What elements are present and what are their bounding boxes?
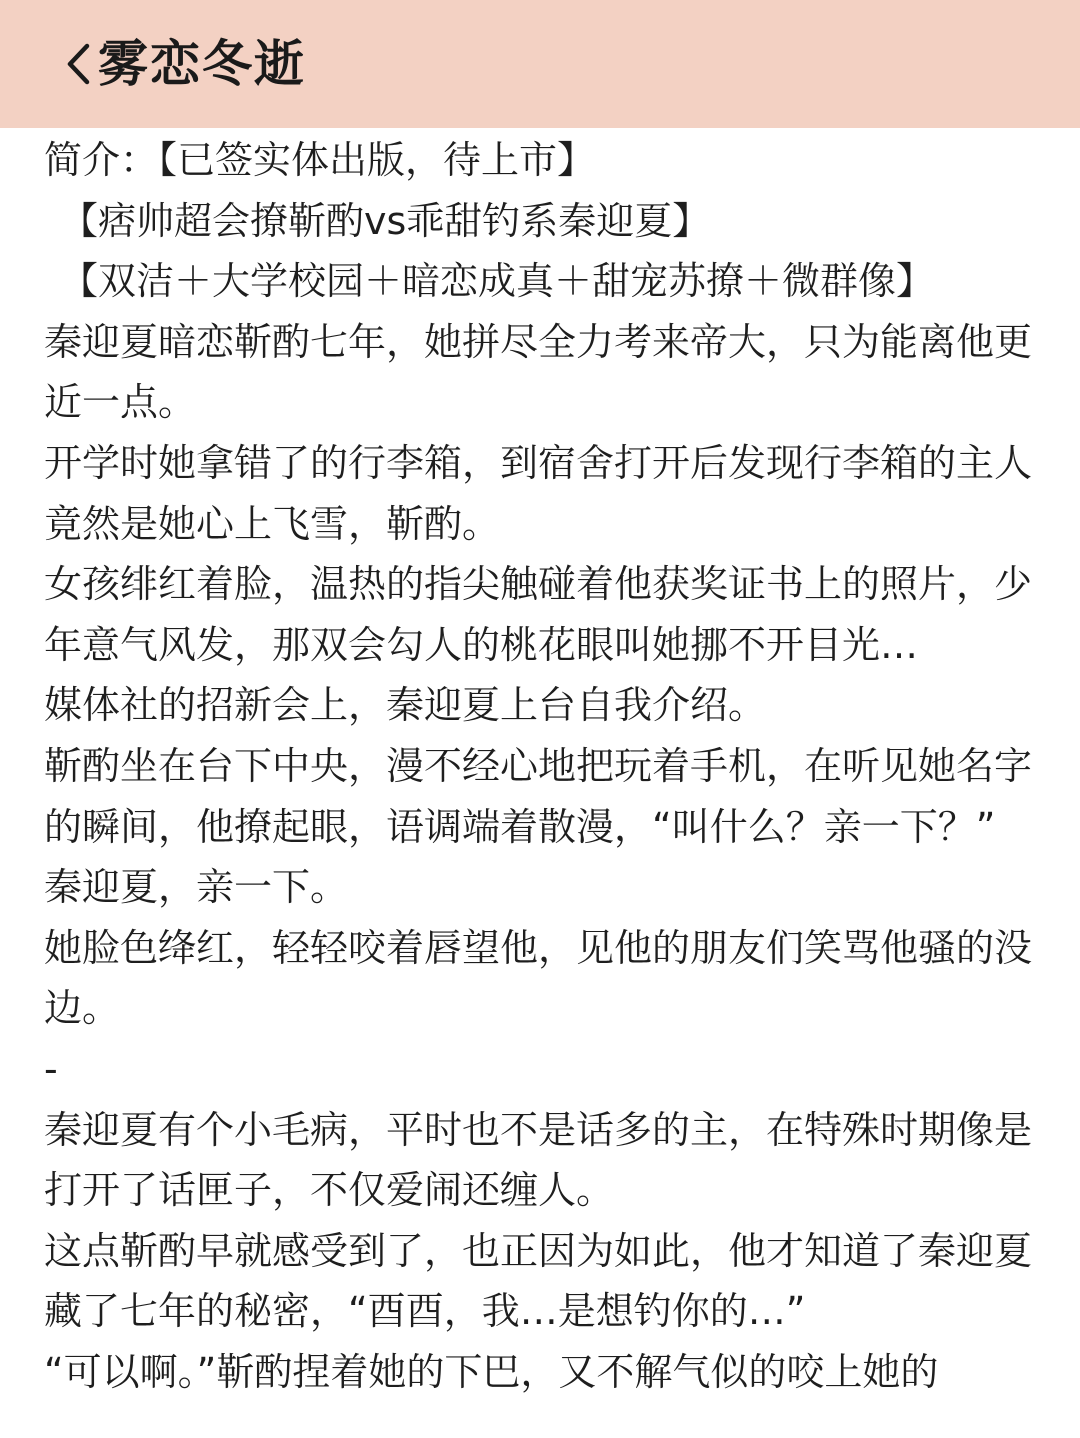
description-paragraph: 秦迎夏暗恋靳酌七年，她拼尽全力考来帝大，只为能离他更近一点。 bbox=[44, 319, 1033, 425]
description-paragraph: 她脸色绛红，轻轻咬着唇望他，见他的朋友们笑骂他骚的没边。 bbox=[44, 925, 1033, 1031]
description-paragraph: 秦迎夏，亲一下。 bbox=[44, 865, 349, 910]
description-paragraph: 这点靳酌早就感受到了，也正因为如此，他才知道了秦迎夏藏了七年的秘密，“酉酉，我…是想钓你的…” bbox=[44, 1228, 1033, 1334]
section-divider: - bbox=[44, 1046, 58, 1091]
description-paragraph: 媒体社的招新会上，秦迎夏上台自我介绍。 bbox=[44, 683, 767, 728]
tag-line-characters: 【痞帅超会撩靳酌vs乖甜钓系秦迎夏】 bbox=[60, 198, 711, 243]
description-paragraph: 女孩绯红着脸，温热的指尖触碰着他获奖证书上的照片，少年意气风发，那双会勾人的桃花眼叫她挪不开目光… bbox=[44, 562, 1033, 667]
chevron-left-icon bbox=[63, 42, 93, 86]
back-button[interactable] bbox=[58, 32, 98, 96]
tag-line-genres: 【双洁＋大学校园＋暗恋成真＋甜宠苏撩＋微群像】 bbox=[60, 259, 935, 304]
intro-label-line: 简介：【已签实体出版，待上市】 bbox=[44, 138, 596, 182]
description-paragraph: “可以啊。”靳酌捏着她的下巴，又不解气似的咬上她的 bbox=[44, 1349, 939, 1394]
book-description bbox=[44, 130, 1044, 1402]
description-paragraph: 靳酌坐在台下中央，漫不经心地把玩着手机，在听见她名字的瞬间，他撩起眼，语调端着散漫，“叫什么？亲一下？” bbox=[44, 743, 1033, 849]
description-paragraph: 秦迎夏有个小毛病，平时也不是话多的主，在特殊时期像是打开了话匣子，不仅爱闹还缠人。 bbox=[44, 1107, 1033, 1213]
description-paragraph: 开学时她拿错了的行李箱，到宿舍打开后发现行李箱的主人竟然是她心上飞雪，靳酌。 bbox=[44, 440, 1033, 546]
page-title: 雾恋冬逝 bbox=[98, 35, 306, 93]
top-bar bbox=[0, 0, 1080, 128]
